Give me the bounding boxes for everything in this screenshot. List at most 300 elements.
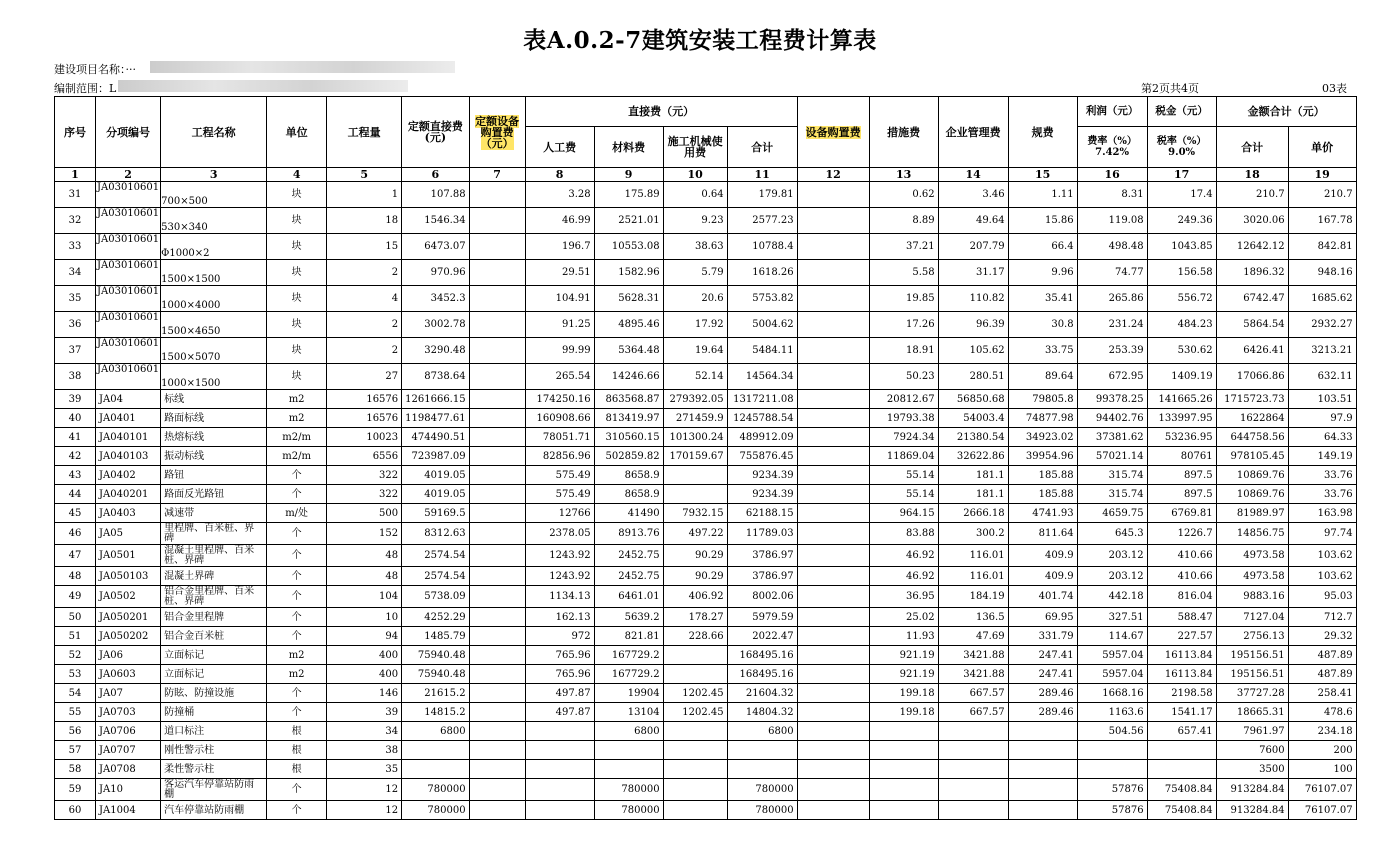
qty-cell: 322 xyxy=(327,466,402,485)
seq-cell: 59 xyxy=(55,779,96,801)
unit-price-cell: 487.89 xyxy=(1288,665,1356,684)
qty-cell: 27 xyxy=(327,364,402,390)
name-cell: 防撞桶 xyxy=(161,703,267,722)
quota-direct-cell: 107.88 xyxy=(402,182,469,208)
qty-cell: 146 xyxy=(327,684,402,703)
total-cell: 913284.84 xyxy=(1216,801,1288,820)
quota-equip-cell xyxy=(469,485,525,504)
code-cell: JA050202 xyxy=(96,627,161,646)
material-cell: 13104 xyxy=(594,703,663,722)
tax-cell: 588.47 xyxy=(1147,608,1216,627)
total-cell: 14856.75 xyxy=(1216,523,1288,545)
quota-direct-cell: 3290.48 xyxy=(402,338,469,364)
profit-cell: 231.24 xyxy=(1077,312,1147,338)
machine-cell: 19.64 xyxy=(663,338,727,364)
fees-cell: 289.46 xyxy=(1008,703,1077,722)
measure-cell: 11.93 xyxy=(869,627,938,646)
subtotal-cell: 5753.82 xyxy=(727,286,797,312)
tax-cell: 16113.84 xyxy=(1147,665,1216,684)
header-unit: 单位 xyxy=(267,97,327,168)
seq-cell: 58 xyxy=(55,760,96,779)
fees-cell: 401.74 xyxy=(1008,586,1077,608)
measure-cell: 5.58 xyxy=(869,260,938,286)
mgmt-cell: 54003.4 xyxy=(938,409,1008,428)
qty-cell: 104 xyxy=(327,586,402,608)
quota-direct-cell: 4019.05 xyxy=(402,485,469,504)
measure-cell xyxy=(869,722,938,741)
seq-cell: 47 xyxy=(55,545,96,567)
table-row xyxy=(55,504,1357,523)
machine-cell: 1202.45 xyxy=(663,684,727,703)
subtotal-cell: 2577.23 xyxy=(727,208,797,234)
quota-direct-cell: 2574.54 xyxy=(402,567,469,586)
qty-cell: 152 xyxy=(327,523,402,545)
table-row xyxy=(55,760,1357,779)
unit-cell: 个 xyxy=(267,466,327,485)
header-quota-equip-text: 定额设备购置费（元） xyxy=(475,114,520,150)
machine-cell: 38.63 xyxy=(663,234,727,260)
machine-cell xyxy=(663,722,727,741)
profit-cell: 672.95 xyxy=(1077,364,1147,390)
seq-cell: 52 xyxy=(55,646,96,665)
scope-label: 编制范围：L xyxy=(54,82,117,95)
qty-cell: 4 xyxy=(327,286,402,312)
labor-cell: 46.99 xyxy=(525,208,594,234)
qty-cell: 18 xyxy=(327,208,402,234)
machine-cell xyxy=(663,665,727,684)
code-cell: JA0603 xyxy=(96,665,161,684)
name-cell: 汽车停靠站防雨棚 xyxy=(161,801,267,820)
subtotal-cell: 5484.11 xyxy=(727,338,797,364)
tax-cell: 16113.84 xyxy=(1147,646,1216,665)
profit-cell: 315.74 xyxy=(1077,485,1147,504)
seq-cell: 43 xyxy=(55,466,96,485)
subtotal-cell: 11789.03 xyxy=(727,523,797,545)
total-cell: 210.7 xyxy=(1216,182,1288,208)
fees-cell: 66.4 xyxy=(1008,234,1077,260)
fees-cell xyxy=(1008,801,1077,820)
table-row xyxy=(55,567,1357,586)
total-cell: 1622864 xyxy=(1216,409,1288,428)
column-number: 13 xyxy=(869,168,938,182)
labor-cell: 82856.96 xyxy=(525,447,594,466)
column-number: 6 xyxy=(402,168,469,182)
code-cell: JA03010601 xyxy=(96,312,161,338)
name-cell: 路钮 xyxy=(161,466,267,485)
table-number: 03表 xyxy=(1322,82,1347,95)
material-cell: 821.81 xyxy=(594,627,663,646)
seq-cell: 51 xyxy=(55,627,96,646)
subtotal-cell: 179.81 xyxy=(727,182,797,208)
mgmt-cell: 116.01 xyxy=(938,545,1008,567)
code-cell: JA04 xyxy=(96,390,161,409)
mgmt-cell xyxy=(938,722,1008,741)
measure-cell: 11869.04 xyxy=(869,447,938,466)
seq-cell: 35 xyxy=(55,286,96,312)
total-cell: 12642.12 xyxy=(1216,234,1288,260)
fees-cell: 69.95 xyxy=(1008,608,1077,627)
total-cell: 17066.86 xyxy=(1216,364,1288,390)
mgmt-cell xyxy=(938,741,1008,760)
labor-cell: 196.7 xyxy=(525,234,594,260)
qty-cell: 10 xyxy=(327,608,402,627)
code-cell: JA03010601 xyxy=(96,364,161,390)
material-cell: 813419.97 xyxy=(594,409,663,428)
measure-cell xyxy=(869,741,938,760)
labor-cell: 1243.92 xyxy=(525,545,594,567)
column-number: 9 xyxy=(594,168,663,182)
total-cell: 4973.58 xyxy=(1216,567,1288,586)
quota-direct-cell: 1198477.61 xyxy=(402,409,469,428)
unit-price-cell: 167.78 xyxy=(1288,208,1356,234)
unit-cell: 个 xyxy=(267,608,327,627)
quota-direct-cell: 3002.78 xyxy=(402,312,469,338)
table-row xyxy=(55,665,1357,684)
qty-cell: 2 xyxy=(327,260,402,286)
tax-cell: 556.72 xyxy=(1147,286,1216,312)
material-cell: 2452.75 xyxy=(594,545,663,567)
quota-equip-cell xyxy=(469,260,525,286)
fees-cell: 34923.02 xyxy=(1008,428,1077,447)
page-info: 第2页共4页 xyxy=(1141,82,1199,95)
header-quota-direct: 定额直接费(元) xyxy=(402,97,469,168)
machine-cell xyxy=(663,741,727,760)
unit-price-cell: 3213.21 xyxy=(1288,338,1356,364)
quota-direct-cell: 6800 xyxy=(402,722,469,741)
quota-equip-cell xyxy=(469,234,525,260)
seq-cell: 34 xyxy=(55,260,96,286)
code-cell: JA0401 xyxy=(96,409,161,428)
tax-cell: 1541.17 xyxy=(1147,703,1216,722)
material-cell: 8913.76 xyxy=(594,523,663,545)
quota-direct-cell: 1546.34 xyxy=(402,208,469,234)
quota-equip-cell xyxy=(469,627,525,646)
unit-price-cell: 76107.07 xyxy=(1288,801,1356,820)
quota-equip-cell xyxy=(469,182,525,208)
machine-cell: 228.66 xyxy=(663,627,727,646)
qty-cell: 500 xyxy=(327,504,402,523)
page-title: 表A.0.2-7建筑安装工程费计算表 xyxy=(523,27,877,54)
unit-cell: m2/m xyxy=(267,428,327,447)
quota-direct-cell: 474490.51 xyxy=(402,428,469,447)
machine-cell: 90.29 xyxy=(663,545,727,567)
quota-direct-cell: 5738.09 xyxy=(402,586,469,608)
header-direct-group: 直接费（元） xyxy=(525,97,797,127)
quota-direct-cell xyxy=(402,741,469,760)
labor-cell: 765.96 xyxy=(525,646,594,665)
quota-equip-cell xyxy=(469,286,525,312)
measure-cell: 25.02 xyxy=(869,608,938,627)
fees-cell: 89.64 xyxy=(1008,364,1077,390)
unit-price-cell: 200 xyxy=(1288,741,1356,760)
code-cell: JA0708 xyxy=(96,760,161,779)
quota-direct-cell: 2574.54 xyxy=(402,545,469,567)
unit-cell: 块 xyxy=(267,286,327,312)
table-row xyxy=(55,260,1357,286)
subtotal-cell: 780000 xyxy=(727,779,797,801)
seq-cell: 49 xyxy=(55,586,96,608)
quota-direct-cell: 75940.48 xyxy=(402,646,469,665)
seq-cell: 32 xyxy=(55,208,96,234)
profit-cell: 4659.75 xyxy=(1077,504,1147,523)
machine-cell: 17.92 xyxy=(663,312,727,338)
equip-cell xyxy=(797,665,869,684)
name-cell: 路面标线 xyxy=(161,409,267,428)
unit-cell: 块 xyxy=(267,260,327,286)
unit-cell: 个 xyxy=(267,801,327,820)
labor-cell xyxy=(525,760,594,779)
fees-cell: 39954.96 xyxy=(1008,447,1077,466)
table-row xyxy=(55,409,1357,428)
subtotal-cell: 6800 xyxy=(727,722,797,741)
name-cell: 热熔标线 xyxy=(161,428,267,447)
machine-cell: 406.92 xyxy=(663,586,727,608)
unit-cell: 块 xyxy=(267,182,327,208)
mgmt-cell: 667.57 xyxy=(938,703,1008,722)
code-cell: JA0502 xyxy=(96,586,161,608)
material-cell: 1582.96 xyxy=(594,260,663,286)
equip-cell xyxy=(797,338,869,364)
mgmt-cell: 21380.54 xyxy=(938,428,1008,447)
name-cell: 道口标注 xyxy=(161,722,267,741)
fees-cell: 409.9 xyxy=(1008,545,1077,567)
tax-cell: 141665.26 xyxy=(1147,390,1216,409)
subtotal-cell: 1317211.08 xyxy=(727,390,797,409)
equip-cell xyxy=(797,409,869,428)
mgmt-cell: 3421.88 xyxy=(938,665,1008,684)
qty-cell: 94 xyxy=(327,627,402,646)
total-cell: 10869.76 xyxy=(1216,466,1288,485)
profit-cell: 57021.14 xyxy=(1077,447,1147,466)
column-number: 5 xyxy=(327,168,402,182)
material-cell: 5364.48 xyxy=(594,338,663,364)
qty-cell: 400 xyxy=(327,646,402,665)
fees-cell: 811.64 xyxy=(1008,523,1077,545)
unit-price-cell: 33.76 xyxy=(1288,466,1356,485)
unit-cell: 块 xyxy=(267,234,327,260)
tax-cell: 1409.19 xyxy=(1147,364,1216,390)
tax-cell: 6769.81 xyxy=(1147,504,1216,523)
mgmt-cell: 3421.88 xyxy=(938,646,1008,665)
labor-cell: 3.28 xyxy=(525,182,594,208)
fees-cell xyxy=(1008,722,1077,741)
tax-cell: 80761 xyxy=(1147,447,1216,466)
subtotal-cell: 21604.32 xyxy=(727,684,797,703)
table-row xyxy=(55,182,1357,208)
mgmt-cell: 207.79 xyxy=(938,234,1008,260)
table-row xyxy=(55,741,1357,760)
qty-cell: 16576 xyxy=(327,390,402,409)
equip-cell xyxy=(797,466,869,485)
profit-cell: 119.08 xyxy=(1077,208,1147,234)
header-quota-equip xyxy=(469,97,525,168)
header-fees: 规费 xyxy=(1008,97,1077,168)
seq-cell: 40 xyxy=(55,409,96,428)
qty-cell: 1 xyxy=(327,182,402,208)
total-cell: 37727.28 xyxy=(1216,684,1288,703)
table-row xyxy=(55,364,1357,390)
measure-cell: 199.18 xyxy=(869,703,938,722)
name-cell: 立面标记 xyxy=(161,665,267,684)
equip-cell xyxy=(797,779,869,801)
measure-cell: 37.21 xyxy=(869,234,938,260)
unit-price-cell: 33.76 xyxy=(1288,485,1356,504)
tax-cell: 75408.84 xyxy=(1147,801,1216,820)
table-row xyxy=(55,466,1357,485)
tax-cell: 2198.58 xyxy=(1147,684,1216,703)
unit-cell: m/处 xyxy=(267,504,327,523)
redacted-project-name xyxy=(150,61,455,73)
project-name-label: 建设项目名称：··· xyxy=(54,63,136,76)
mgmt-cell xyxy=(938,801,1008,820)
unit-price-cell: 103.62 xyxy=(1288,545,1356,567)
equip-cell xyxy=(797,485,869,504)
column-number: 14 xyxy=(938,168,1008,182)
name-cell: 铝合金百米桩 xyxy=(161,627,267,646)
qty-cell: 2 xyxy=(327,312,402,338)
unit-cell: m2 xyxy=(267,665,327,684)
unit-cell: 个 xyxy=(267,703,327,722)
unit-price-cell: 632.11 xyxy=(1288,364,1356,390)
labor-cell: 104.91 xyxy=(525,286,594,312)
unit-cell: 根 xyxy=(267,741,327,760)
code-cell: JA07 xyxy=(96,684,161,703)
labor-cell: 497.87 xyxy=(525,684,594,703)
code-cell: JA03010601 xyxy=(96,260,161,286)
measure-cell: 50.23 xyxy=(869,364,938,390)
machine-cell: 170159.67 xyxy=(663,447,727,466)
quota-direct-cell: 3452.3 xyxy=(402,286,469,312)
profit-cell: 37381.62 xyxy=(1077,428,1147,447)
quota-equip-cell xyxy=(469,466,525,485)
machine-cell: 101300.24 xyxy=(663,428,727,447)
column-number: 4 xyxy=(267,168,327,182)
seq-cell: 45 xyxy=(55,504,96,523)
mgmt-cell: 96.39 xyxy=(938,312,1008,338)
profit-cell: 8.31 xyxy=(1077,182,1147,208)
machine-cell: 497.22 xyxy=(663,523,727,545)
table-row xyxy=(55,627,1357,646)
unit-cell: 块 xyxy=(267,338,327,364)
seq-cell: 36 xyxy=(55,312,96,338)
quota-equip-cell xyxy=(469,409,525,428)
column-number: 1 xyxy=(55,168,96,182)
total-cell: 7127.04 xyxy=(1216,608,1288,627)
subtotal-cell: 780000 xyxy=(727,801,797,820)
equip-cell xyxy=(797,208,869,234)
material-cell: 14246.66 xyxy=(594,364,663,390)
quota-equip-cell xyxy=(469,684,525,703)
name-cell: 振动标线 xyxy=(161,447,267,466)
mgmt-cell: 184.19 xyxy=(938,586,1008,608)
unit-cell: 个 xyxy=(267,627,327,646)
quota-direct-cell xyxy=(402,760,469,779)
header-unit-price: 单价 xyxy=(1288,127,1356,168)
measure-cell: 83.88 xyxy=(869,523,938,545)
labor-cell: 265.54 xyxy=(525,364,594,390)
header-profit-rate: 费率（%）7.42% xyxy=(1077,127,1147,168)
quota-equip-cell xyxy=(469,545,525,567)
profit-cell: 645.3 xyxy=(1077,523,1147,545)
total-cell: 4973.58 xyxy=(1216,545,1288,567)
material-cell: 4895.46 xyxy=(594,312,663,338)
qty-cell: 16576 xyxy=(327,409,402,428)
seq-cell: 50 xyxy=(55,608,96,627)
quota-equip-cell xyxy=(469,428,525,447)
seq-cell: 56 xyxy=(55,722,96,741)
unit-price-cell: 76107.07 xyxy=(1288,779,1356,801)
qty-cell: 48 xyxy=(327,545,402,567)
material-cell: 780000 xyxy=(594,779,663,801)
fees-cell: 35.41 xyxy=(1008,286,1077,312)
table-row xyxy=(55,722,1357,741)
seq-cell: 42 xyxy=(55,447,96,466)
name-cell: 路面反光路钮 xyxy=(161,485,267,504)
material-cell: 780000 xyxy=(594,801,663,820)
subtotal-cell: 62188.15 xyxy=(727,504,797,523)
column-number: 18 xyxy=(1216,168,1288,182)
tax-cell xyxy=(1147,760,1216,779)
labor-cell: 160908.66 xyxy=(525,409,594,428)
labor-cell: 575.49 xyxy=(525,485,594,504)
fees-cell: 247.41 xyxy=(1008,646,1077,665)
quota-direct-cell: 1261666.15 xyxy=(402,390,469,409)
machine-cell: 0.64 xyxy=(663,182,727,208)
name-cell: 700×500 xyxy=(161,182,267,208)
name-cell: 1000×4000 xyxy=(161,286,267,312)
subtotal-cell: 3786.97 xyxy=(727,567,797,586)
quota-equip-cell xyxy=(469,722,525,741)
labor-cell: 497.87 xyxy=(525,703,594,722)
fees-cell: 4741.93 xyxy=(1008,504,1077,523)
code-cell: JA03010601 xyxy=(96,234,161,260)
unit-price-cell: 842.81 xyxy=(1288,234,1356,260)
qty-cell: 10023 xyxy=(327,428,402,447)
quota-equip-cell xyxy=(469,703,525,722)
equip-cell xyxy=(797,504,869,523)
total-cell: 9883.16 xyxy=(1216,586,1288,608)
total-cell: 195156.51 xyxy=(1216,646,1288,665)
code-cell: JA050201 xyxy=(96,608,161,627)
labor-cell: 99.99 xyxy=(525,338,594,364)
name-cell: 混凝土界碑 xyxy=(161,567,267,586)
mgmt-cell: 49.64 xyxy=(938,208,1008,234)
table-row xyxy=(55,286,1357,312)
quota-direct-cell: 8312.63 xyxy=(402,523,469,545)
labor-cell xyxy=(525,801,594,820)
mgmt-cell: 181.1 xyxy=(938,485,1008,504)
subtotal-cell: 10788.4 xyxy=(727,234,797,260)
machine-cell xyxy=(663,485,727,504)
profit-cell: 315.74 xyxy=(1077,466,1147,485)
fees-cell: 33.75 xyxy=(1008,338,1077,364)
total-cell: 7961.97 xyxy=(1216,722,1288,741)
profit-cell: 203.12 xyxy=(1077,545,1147,567)
measure-cell: 55.14 xyxy=(869,466,938,485)
code-cell: JA06 xyxy=(96,646,161,665)
code-cell: JA10 xyxy=(96,779,161,801)
subtotal-cell: 9234.39 xyxy=(727,466,797,485)
machine-cell: 279392.05 xyxy=(663,390,727,409)
name-cell: 530×340 xyxy=(161,208,267,234)
machine-cell: 7932.15 xyxy=(663,504,727,523)
subtotal-cell: 1245788.54 xyxy=(727,409,797,428)
table-row xyxy=(55,586,1357,608)
tax-cell: 17.4 xyxy=(1147,182,1216,208)
table-row xyxy=(55,684,1357,703)
measure-cell: 46.92 xyxy=(869,545,938,567)
unit-price-cell: 478.6 xyxy=(1288,703,1356,722)
